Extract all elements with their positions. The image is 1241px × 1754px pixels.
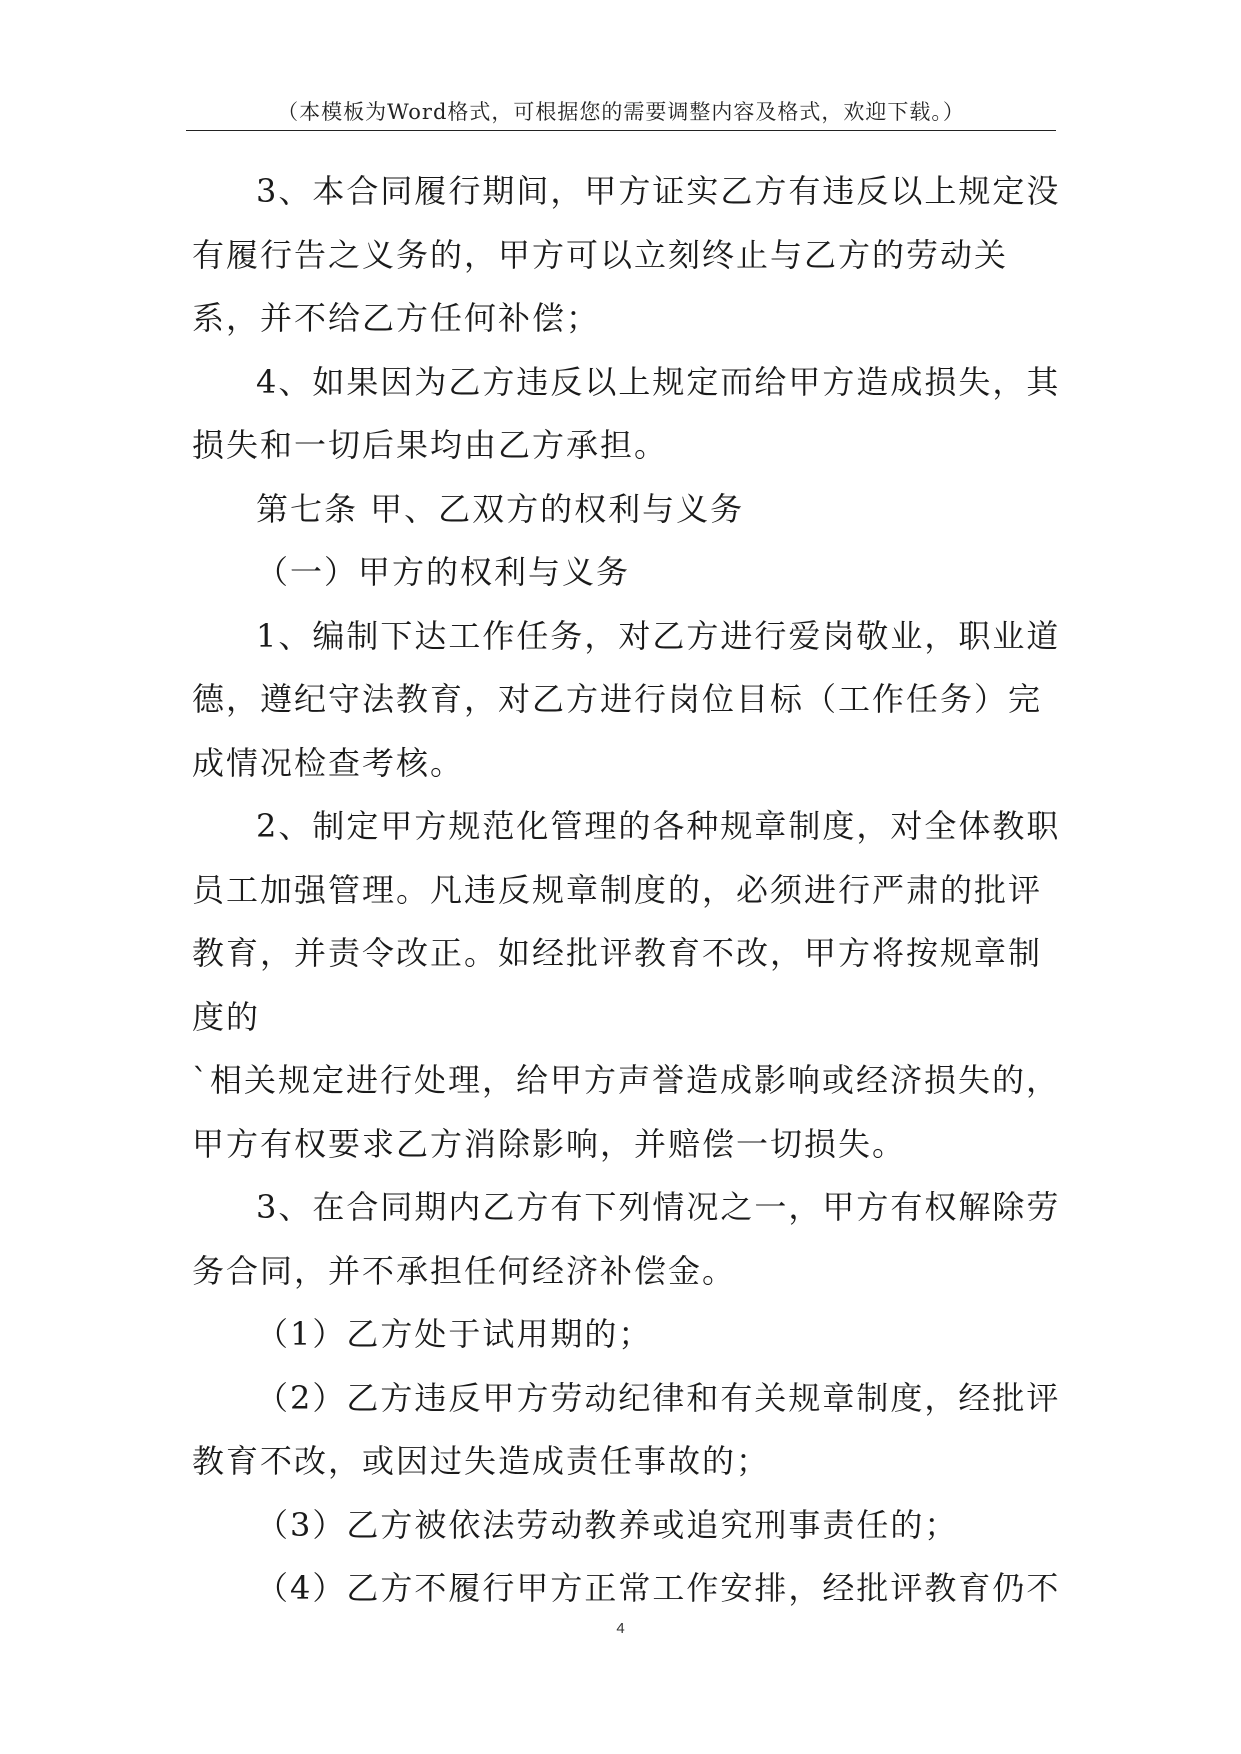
paragraph-party-a-item-2-end: 甲方有权要求乙方消除影响，并赔偿一切损失。 bbox=[192, 1124, 907, 1163]
paragraph-party-a-item-3: 3、在合同期内乙方有下列情况之一，甲方有权解除劳务合同，并不承担任何经济补偿金。 bbox=[192, 1188, 1061, 1290]
paragraph-party-a-item-1: 1、编制下达工作任务，对乙方进行爱岗敬业，职业道德，遵纪守法教育，对乙方进行岗位目标（工作任务）完成情况检查考核。 bbox=[192, 616, 1061, 782]
header-divider bbox=[186, 130, 1056, 131]
paragraph-party-a-item-2: 2、制定甲方规范化管理的各种规章制度，对全体教职员工加强管理。凡违反规章制度的，必须进行严肃的批评教育，并责令改正。如经批评教育不改，甲方将按规章制度的 bbox=[192, 807, 1061, 1036]
list-item-probation: （1）乙方处于试用期的； bbox=[256, 1315, 653, 1353]
article-7-heading: 第七条 甲、乙双方的权利与义务 bbox=[256, 489, 745, 528]
list-item-criminal-liability: （3）乙方被依法劳动教养或追究刑事责任的； bbox=[256, 1505, 959, 1544]
list-item-refuse-work: （4）乙方不履行甲方正常工作安排，经批评教育仍不 bbox=[256, 1569, 1061, 1607]
paragraph-party-a-item-2-continued: `相关规定进行处理，给甲方声誉造成影响或经济损失的， bbox=[192, 1061, 1061, 1099]
list-item-discipline-violation: （2）乙方违反甲方劳动纪律和有关规章制度，经批评教育不改，或因过失造成责任事故的； bbox=[192, 1378, 1061, 1480]
section-party-a-heading: （一）甲方的权利与义务 bbox=[256, 553, 631, 591]
document-body bbox=[192, 160, 1064, 1621]
header-template-note: （本模板为Word格式，可根据您的需要调整内容及格式，欢迎下载。） bbox=[277, 100, 965, 124]
page-number: 4 bbox=[616, 1620, 625, 1637]
paragraph-clause-4-loss: 4、如果因为乙方违反以上规定而给甲方造成损失，其损失和一切后果均由乙方承担。 bbox=[192, 362, 1061, 464]
paragraph-clause-3-breach: 3、本合同履行期间，甲方证实乙方有违反以上规定没有履行告之义务的，甲方可以立刻终止与乙方的劳动关系，并不给乙方任何补偿； bbox=[192, 172, 1061, 337]
